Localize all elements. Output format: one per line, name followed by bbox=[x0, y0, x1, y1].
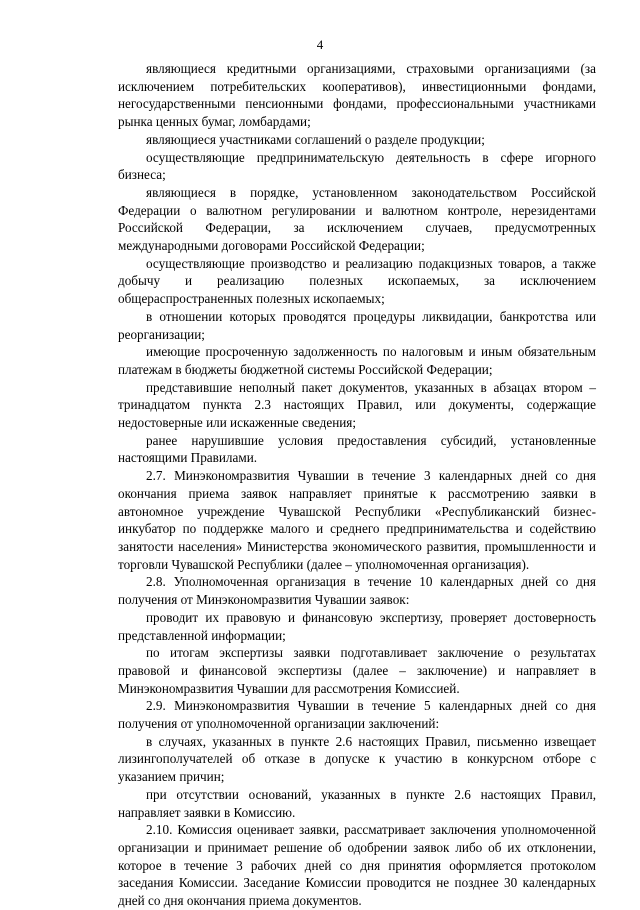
paragraph-clause-2-9-refusal: в случаях, указанных в пункте 2.6 настоящих Правил, письменно извещает лизингополучателей об отказе в допуске к участию в конкурсном отборе с указанием причин; bbox=[118, 733, 596, 785]
paragraph-clause-2-10: 2.10. Комиссия оценивает заявки, рассматривает заключения уполномоченной организации и принимает решение об одобрении заявок либо об их отклонении, которое в течение 3 рабочих дней со дня принятия оформляется протоколом заседания Комиссии. Заседание Комиссии проводится не позднее 30 календарных дней со дня окончания приема документов. bbox=[118, 822, 596, 909]
paragraph-exclusion-prior-violations: ранее нарушившие условия предоставления субсидий, установленные настоящими Правилами. bbox=[118, 432, 596, 466]
paragraph-exclusion-gambling: осуществляющие предпринимательскую деятельность в сфере игорного бизнеса; bbox=[118, 149, 596, 183]
paragraph-clause-2-9: 2.9. Минэкономразвития Чувашии в течение 5 календарных дней со дня получения от уполномоченной организации заключений: bbox=[118, 698, 596, 732]
paragraph-clause-2-9-forward: при отсутствии оснований, указанных в пункте 2.6 настоящих Правил, направляет заявки в Комиссию. bbox=[118, 786, 596, 820]
paragraph-exclusion-incomplete-documents: представившие неполный пакет документов, указанных в абзацах втором – тринадцатом пункта 2.3 настоящих Правил, или документы, содержащие недостоверные или искаженные сведения; bbox=[118, 379, 596, 431]
page-number: 4 bbox=[316, 37, 324, 52]
paragraph-exclusion-excise-goods: осуществляющие производство и реализацию подакцизных товаров, а также добычу и реализацию полезных ископаемых, за исключением общераспространенных полезных ископаемых; bbox=[118, 255, 596, 307]
paragraph-exclusion-production-sharing: являющиеся участниками соглашений о разделе продукции; bbox=[146, 131, 485, 147]
document-body bbox=[118, 60, 596, 910]
paragraph-clause-2-8: 2.8. Уполномоченная организация в течение 10 календарных дней со дня получения от Минэкономразвития Чувашии заявок: bbox=[118, 574, 596, 608]
paragraph-clause-2-8-expertise: проводит их правовую и финансовую экспертизу, проверяет достоверность представленной информации; bbox=[118, 609, 596, 643]
paragraph-exclusion-liquidation: в отношении которых проводятся процедуры ликвидации, банкротства или реорганизации; bbox=[118, 308, 596, 342]
paragraph-clause-2-7: 2.7. Минэкономразвития Чувашии в течение 3 календарных дней со дня окончания приема заявок направляет принятые к рассмотрению заявки в автономное учреждение Чувашской Республики «Республиканский бизнес-инкубатор по поддержке малого и среднего предпринимательства и содействию занятости населения» Министерства экономического развития, промышленности и торговли Чувашской Республики (далее – уполномоченная организация). bbox=[118, 468, 596, 572]
paragraph-exclusion-tax-debt: имеющие просроченную задолженность по налоговым и иным обязательным платежам в бюджеты бюджетной системы Российской Федерации; bbox=[118, 344, 596, 377]
paragraph-exclusion-nonresidents: являющиеся в порядке, установленном законодательством Российской Федерации о валютном регулировании и валютном контроле, нерезидентами Российской Федерации, за исключением случаев, предусмотренных международными договорами Российской Федерации; bbox=[118, 184, 596, 254]
paragraph-clause-2-8-conclusion: по итогам экспертизы заявки подготавливает заключение о результатах правовой и финансовой экспертизы (далее – заключение) и направляет в Минэкономразвития Чувашии для рассмотрения Комиссией. bbox=[118, 645, 596, 696]
paragraph-exclusion-credit-organizations: являющиеся кредитными организациями, страховыми организациями (за исключением потребительских кооперативов), инвестиционными фондами, негосударственными пенсионными фондами, профессиональными участниками рынка ценных бумаг, ломбардами; bbox=[118, 61, 596, 130]
